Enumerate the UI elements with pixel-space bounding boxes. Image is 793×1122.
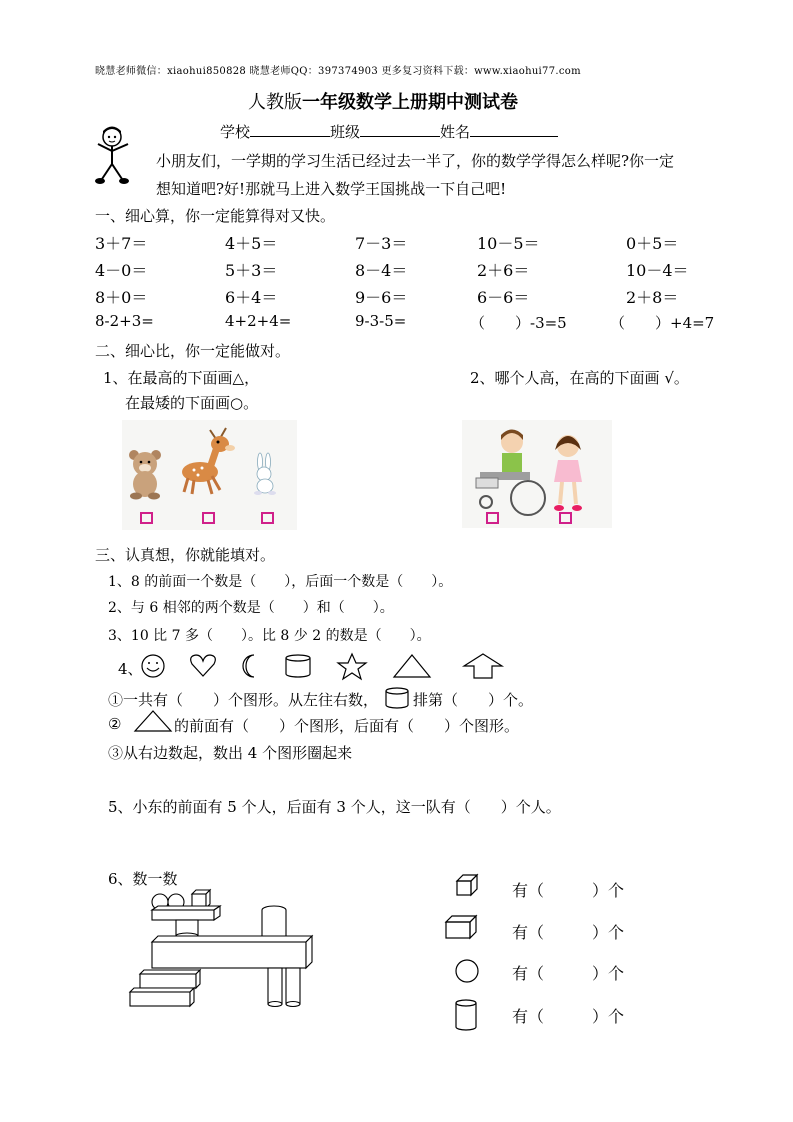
section3-q4-sub2-b: 的前面有（ ）个图形，后面有（ ）个图形。 xyxy=(174,717,520,735)
section1-heading: 一、细心算，你一定能算得对又快。 xyxy=(95,207,336,225)
heart-icon xyxy=(191,655,216,676)
triangle-icon xyxy=(133,709,173,733)
section2-q1-line1: 1、在最高的下面画△， xyxy=(103,369,260,387)
section3-q4-sub2-a: ② xyxy=(108,715,122,733)
cylinder-icon xyxy=(384,686,410,710)
calc-row-2-item-5[interactable]: 10－4＝ xyxy=(626,261,689,280)
info-line xyxy=(220,121,558,142)
calc-row-2-item-3[interactable]: 8－4＝ xyxy=(355,261,408,280)
cube-icon xyxy=(454,873,480,899)
section3-q4-sub3: ③从右边数起，数出 4 个图形圈起来 xyxy=(108,744,353,762)
blocks-figure xyxy=(126,888,326,1010)
section3-heading: 三、认真想，你就能填对。 xyxy=(95,546,276,564)
section3-q4-sub1-b: 排第（ ）个。 xyxy=(413,691,534,709)
answer-box-deer[interactable] xyxy=(202,512,215,524)
section2-heading: 二、细心比，你一定能做对。 xyxy=(95,342,291,360)
section3-q2: 2、与 6 相邻的两个数是（ ）和（ ）。 xyxy=(108,600,394,616)
calc-row-4-item-5[interactable]: （ ）+4=7 xyxy=(610,314,715,332)
calc-row-1-item-2[interactable]: 4＋5＝ xyxy=(225,234,278,253)
title-prefix: 人教版 xyxy=(248,92,302,113)
count-cube-answer[interactable]: 有（ ）个 xyxy=(512,881,625,900)
answer-box-boy[interactable] xyxy=(486,512,499,524)
count-cuboid-answer[interactable]: 有（ ）个 xyxy=(512,923,625,942)
sphere-icon xyxy=(454,958,482,986)
smiley-face-icon xyxy=(142,655,164,677)
name-blank[interactable] xyxy=(470,122,558,137)
class-blank[interactable] xyxy=(360,122,440,137)
calc-row-1-item-4[interactable]: 10－5＝ xyxy=(477,234,540,253)
answer-box-girl[interactable] xyxy=(559,512,572,524)
school-label: 学校 xyxy=(220,123,251,141)
section3-q5: 5、小东的前面有 5 个人，后面有 3 个人，这一队有（ ）个人。 xyxy=(108,798,561,816)
answer-box-bear[interactable] xyxy=(140,512,153,524)
shapes-row xyxy=(140,652,510,682)
calc-row-4-item-2[interactable]: 4+2+4= xyxy=(225,312,292,330)
calc-row-3-item-2[interactable]: 6＋4＝ xyxy=(225,288,278,307)
calc-row-2-item-4[interactable]: 2＋6＝ xyxy=(477,261,530,280)
cylinder-icon xyxy=(454,998,480,1034)
calc-row-1-item-5[interactable]: 0＋5＝ xyxy=(626,234,679,253)
class-label: 班级 xyxy=(330,123,361,141)
arrow-up-icon xyxy=(464,654,502,678)
cuboid-icon xyxy=(444,914,478,942)
child-cartoon-icon xyxy=(90,124,134,186)
calc-row-2-item-2[interactable]: 5＋3＝ xyxy=(225,261,278,280)
header-note: 晓慧老师微信：xiaohui850828 晓慧老师QQ：397374903 更多复习资料下载：www.xiaohui77.com xyxy=(95,66,581,77)
intro-line-1: 小朋友们，一学期的学习生活已经过去一半了，你的数学学得怎么样呢?你一定 xyxy=(156,152,675,170)
school-blank[interactable] xyxy=(250,122,330,137)
section3-q4-label: 4、 xyxy=(118,660,143,678)
triangle-icon xyxy=(394,655,430,677)
count-sphere-answer[interactable]: 有（ ）个 xyxy=(512,964,625,983)
cylinder-icon xyxy=(286,655,310,677)
calc-row-4-item-4[interactable]: （ ）-3=5 xyxy=(470,314,567,332)
calc-row-3-item-1[interactable]: 8＋0＝ xyxy=(95,288,148,307)
calc-row-4-item-1[interactable]: 8-2+3= xyxy=(95,312,154,330)
section2-q2: 2、哪个人高，在高的下面画 √。 xyxy=(470,369,689,387)
calc-row-1-item-1[interactable]: 3＋7＝ xyxy=(95,234,148,253)
page-title xyxy=(248,88,518,114)
star-icon xyxy=(338,654,366,679)
calc-row-3-item-5[interactable]: 2＋8＝ xyxy=(626,288,679,307)
intro-line-2: 想知道吧?好!那就马上进入数学王国挑战一下自己吧! xyxy=(156,180,507,198)
section2-q1-line2: 在最矮的下面画○。 xyxy=(125,394,259,412)
count-cylinder-answer[interactable]: 有（ ）个 xyxy=(512,1007,625,1026)
section3-q6: 6、数一数 xyxy=(108,870,178,888)
title-main: 一年级数学上册期中测试卷 xyxy=(302,92,518,113)
calc-row-2-item-1[interactable]: 4－0＝ xyxy=(95,261,148,280)
children-illustration xyxy=(462,420,612,528)
section3-q4-sub1-a: ①一共有（ ）个图形。从左往右数， xyxy=(108,691,379,709)
section3-q1: 1、8 的前面一个数是（ ），后面一个数是（ ）。 xyxy=(108,574,453,590)
name-label: 姓名 xyxy=(440,123,471,141)
answer-box-rabbit[interactable] xyxy=(261,512,274,524)
calc-row-1-item-3[interactable]: 7－3＝ xyxy=(355,234,408,253)
crescent-moon-icon xyxy=(243,655,254,677)
calc-row-3-item-3[interactable]: 9－6＝ xyxy=(355,288,408,307)
section3-q3: 3、10 比 7 多（ ）。比 8 少 2 的数是（ ）。 xyxy=(108,628,431,644)
calc-row-3-item-4[interactable]: 6－6＝ xyxy=(477,288,530,307)
calc-row-4-item-3[interactable]: 9-3-5= xyxy=(355,312,407,330)
